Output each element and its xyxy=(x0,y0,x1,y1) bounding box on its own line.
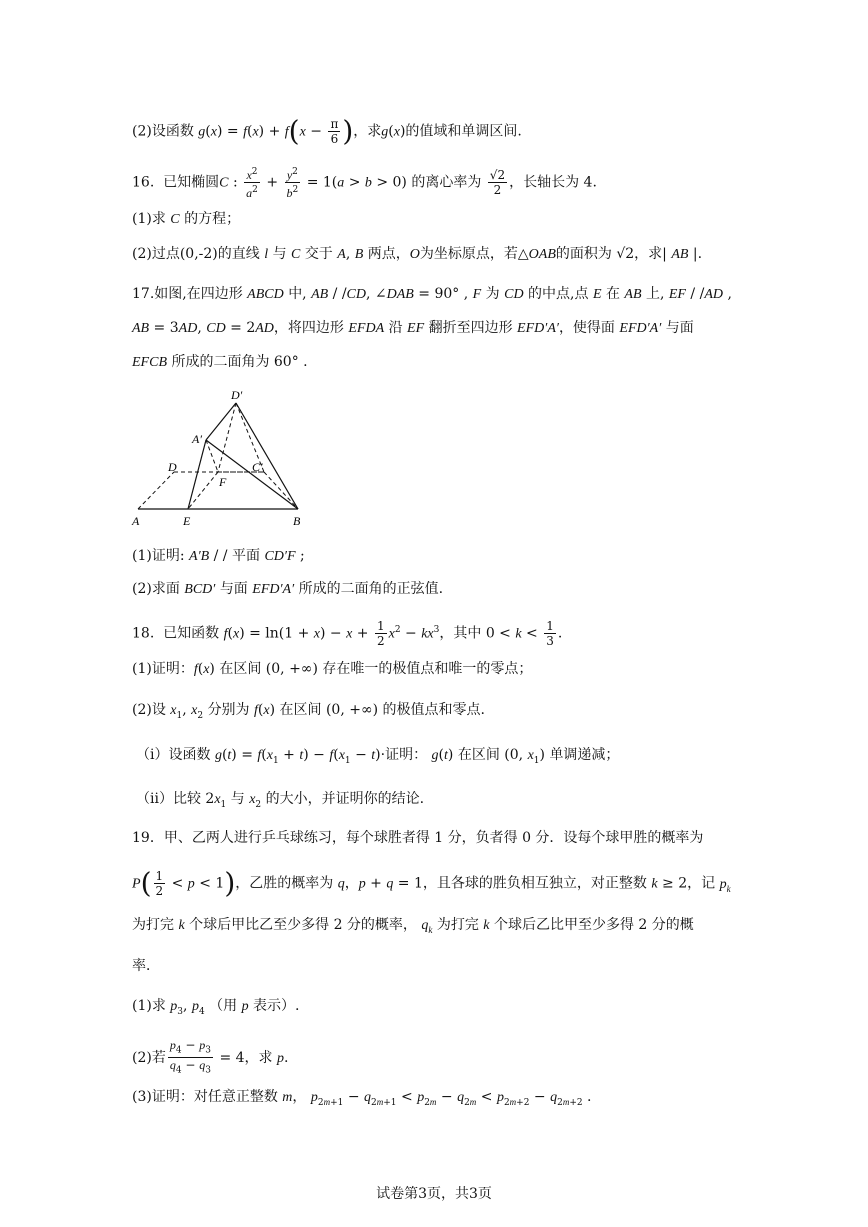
label-Dp: D′ xyxy=(231,388,243,402)
q19-part2: (2)若 $\frac{p_4 - p_3}{q_4 - q_3}$ = 4，求 p. xyxy=(132,1038,289,1076)
q17-stem-3: EFCB 所成的二面角为 60° . xyxy=(132,354,308,370)
q16-part2: (2)过点(0,-2)的直线 l 与 C 交于 A, B 两点，O为坐标原点，若△OAB的面积为 √2，求| AB |. xyxy=(132,246,703,262)
q15-part2-line: (2)设函数 g(x) = f(x) + f(x − $\frac{\pi}{6}$ )，求g(x)的值域和单调区间. xyxy=(132,114,522,148)
q18-part1: (1)证明：f(x) 在区间 (0, +∞) 存在唯一的极值点和唯一的零点； xyxy=(132,661,533,677)
edge-EA' xyxy=(188,440,206,509)
q17-part2: (2)求面 BCD′ 与面 EFD′A′ 所成的二面角的正弦值. xyxy=(132,581,444,597)
q19-part3: (3)证明：对任意正整数 m， $p_{2m+1} - q_{2m+1} < p_{2m} - q_{2m} < p_{2m+2} - q_{2m+2}$ . xyxy=(132,1089,592,1108)
text: (2)设函数 xyxy=(132,123,194,140)
page-footer: 试卷第3页，共3页 xyxy=(376,1186,492,1202)
q19-stem-1: 19．甲、乙两人进行乒乓球练习，每个球胜者得 1 分，负者得 0 分．设每个球甲胜的概率为 xyxy=(132,830,704,846)
edge-A'D' xyxy=(206,403,236,440)
label-D: D xyxy=(168,460,177,474)
edge-D'B xyxy=(236,403,298,509)
q18-part2-ii: （ii）比较 $2x_1$ 与 $x_2$ 的大小，并证明你的结论. xyxy=(136,791,425,810)
q16-stem: 16. 已知椭圆C : $\frac{x^2}{a^2}$ + $\frac{y^2}{b^2}$ = 1(a > b > 0) 的离心率为 $\frac{√2}{2}$ ，长轴长为 4. xyxy=(132,167,597,200)
edge-CB xyxy=(264,472,298,509)
label-Ap: A′ xyxy=(192,432,202,446)
q17-part1: (1)证明: A′B / / 平面 CD′F ; xyxy=(132,548,305,564)
q16-part1: (1)求 C 的方程； xyxy=(132,211,241,227)
label-A: A xyxy=(132,514,140,528)
q17-stem-2: AB = 3AD, CD = 2AD，将四边形 EFDA 沿 EF 翻折至四边形 EFD′A′，使得面 EFD′A′ 与面 xyxy=(132,320,694,336)
geometry-figure xyxy=(130,385,320,530)
edge-AD xyxy=(138,472,174,509)
q19-stem-4: 率． xyxy=(132,958,160,974)
q19-stem-2: P( $\frac{1}{2}$ < p < 1)，乙胜的概率为 q，p + q = 1，且各球的胜负相互独立，对正整数 k ≥ 2，记 $p_k$ xyxy=(132,866,731,900)
q18-part2-i: （i）设函数 $g(t) = f(x_1 + t) - f(x_1 - t)\cdot$证明： g(t) 在区间 (0, $x_1$) 单调递减； xyxy=(136,747,620,766)
label-B: B xyxy=(293,514,301,528)
q19-stem-3: 为打完 k 个球后甲比乙至少多得 2 分的概率， $q_k$ 为打完 k 个球后乙比甲至少多得 2 分的概 xyxy=(132,917,694,935)
label-F: F xyxy=(219,475,227,489)
q19-part1: (1)求 $p_3$, $p_4$ （用 p 表示）. xyxy=(132,998,300,1017)
label-Cp: C′ xyxy=(252,460,263,474)
label-E: E xyxy=(183,514,191,528)
q18-part2: (2)设 $x_1$, $x_2$ 分别为 f(x) 在区间 (0, +∞) 的极值点和零点. xyxy=(132,702,485,721)
q17-stem-1: 17.如图,在四边形 ABCD 中, AB / /CD, ∠DAB = 90° , F 为 CD 的中点,点 E 在 AB 上, EF / /AD , xyxy=(132,286,732,302)
q18-stem: 18. 已知函数 f(x) = ln(1 + x) − x + $\frac{1}{2}$ $x^2 - kx^3$，其中 0 < k < $\frac{1}{3}$ . xyxy=(132,619,563,648)
